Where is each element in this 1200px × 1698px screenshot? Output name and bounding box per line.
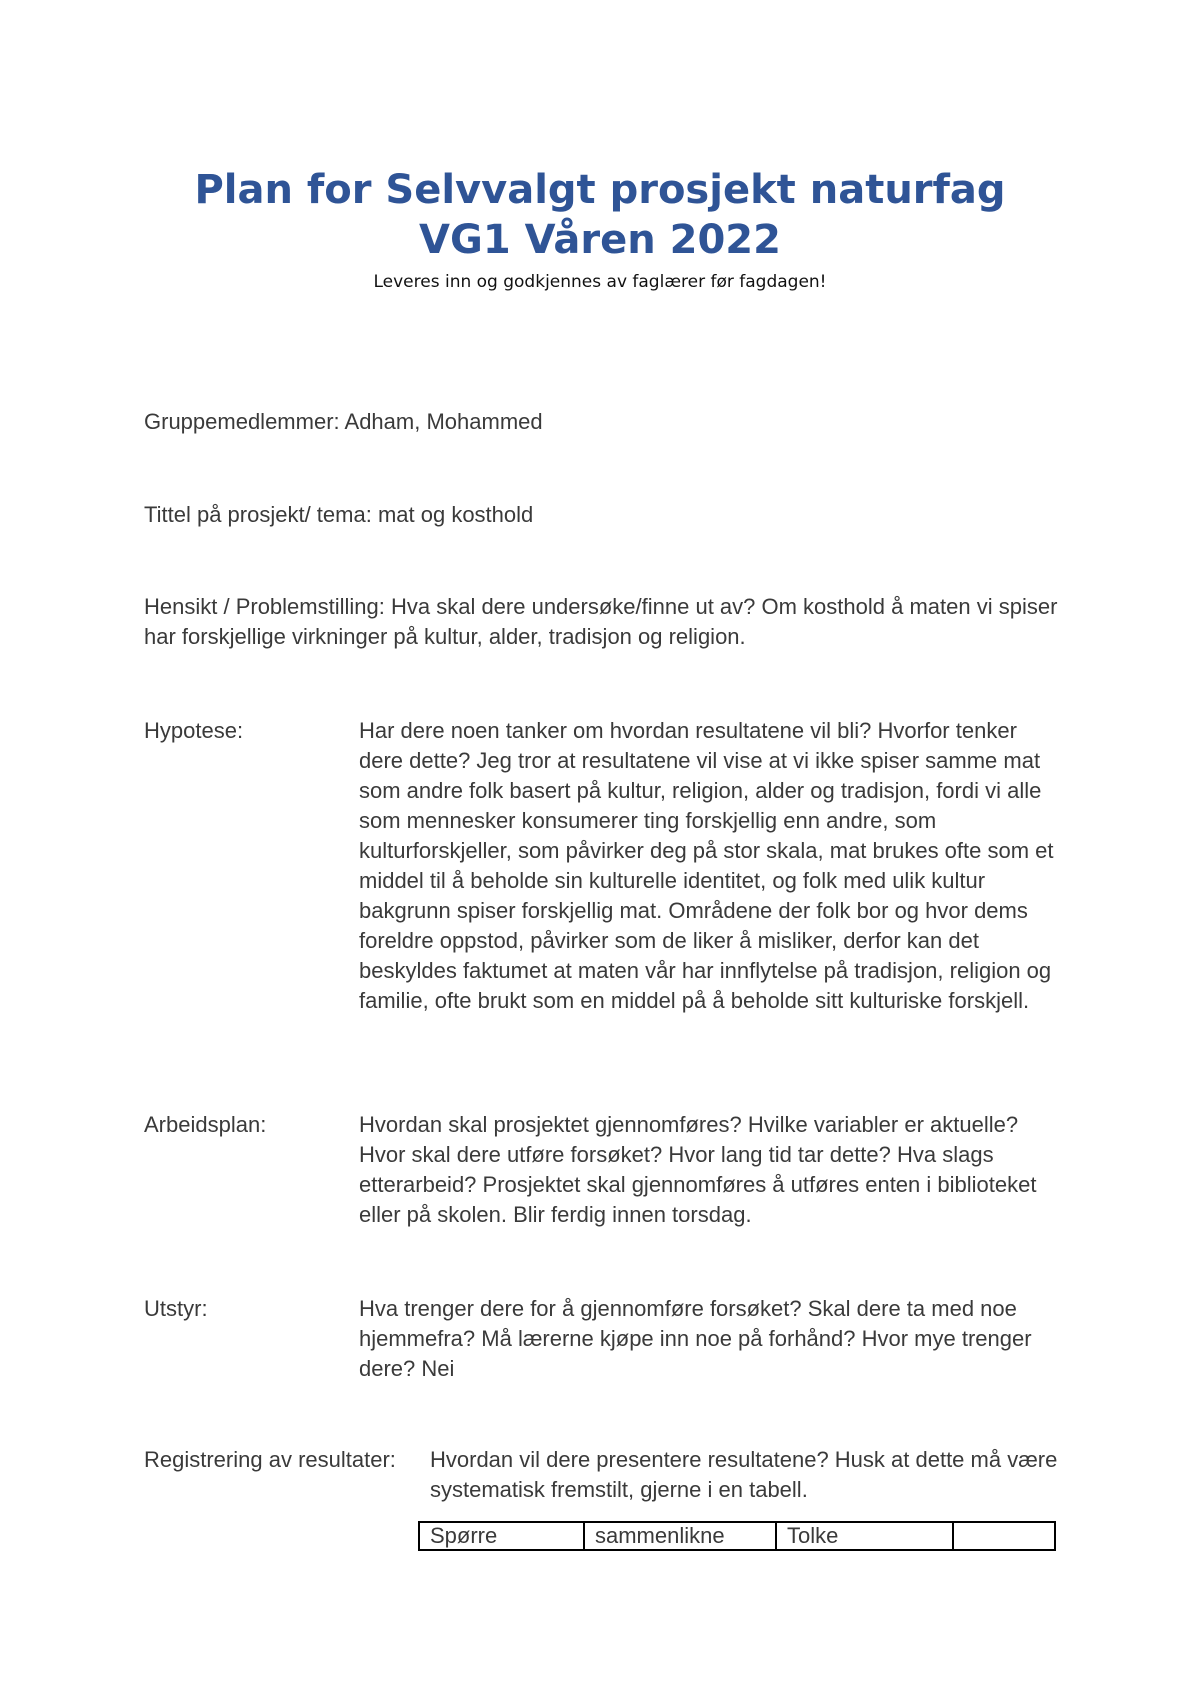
document-subtitle: Leveres inn og godkjennes av faglærer før fagdagen! <box>373 272 827 292</box>
document-title: Plan for Selvvalgt prosjekt naturfag <box>194 167 1006 213</box>
project-title: Tittel på prosjekt/ tema: mat og kosthold <box>144 502 534 527</box>
purpose-problem: Hensikt / Problemstilling: Hva skal dere undersøke/finne ut av? Om kosthold å maten vi spiser har forskjellige virkninger på kultur, alder, tradisjon og religion. <box>144 594 1058 649</box>
table-cell-empty <box>953 1522 1055 1550</box>
document-title-year: VG1 Våren 2022 <box>419 217 781 263</box>
workplan-text: Hvordan skal prosjektet gjennomføres? Hvilke variabler er aktuelle? Hvor skal dere utføre forsøket? Hvor lang tid tar dette? Hva slags etterarbeid? Prosjektet skal gjennomføres å utføres enten i biblioteket eller på skolen. Blir ferdig innen torsdag. <box>359 1112 1037 1227</box>
registration-label: Registrering av resultater: <box>144 1447 396 1472</box>
workplan-label: Arbeidsplan: <box>144 1112 267 1137</box>
registration-text: Hvordan vil dere presentere resultatene? Husk at dette må være systematisk fremstilt, gjerne i en tabell. <box>430 1447 1058 1502</box>
hypothesis-text: Har dere noen tanker om hvordan resultatene vil bli? Hvorfor tenker dere dette? Jeg tror at resultatene vil vise at vi ikke spiser samme mat som andre folk basert på kultur, religion, alder og tradisjon, fordi vi alle som mennesker konsumerer ting forskjellig enn andre, som kulturforskjeller, som påvirker deg på stor skala, mat brukes ofte som et middel til å beholde sin kulturelle identitet, og folk med ulik kultur bakgrunn spiser forskjellig mat. Områdene der folk bor og hvor dems foreldre oppstod, påvirker som de liker å misliker, derfor kan det beskyldes faktumet at maten vår har innflytelse på tradisjon, religion og familie, ofte brukt som en middel på å beholde sitt kulturiske forskjell. <box>359 718 1054 1013</box>
equipment-label: Utstyr: <box>144 1296 208 1321</box>
results-table <box>418 1521 1056 1551</box>
hypothesis-label: Hypotese: <box>144 718 244 743</box>
equipment-text: Hva trenger dere for å gjennomføre forsøket? Skal dere ta med noe hjemmefra? Må lærerne kjøpe inn noe på forhånd? Hvor mye trenger dere? Nei <box>359 1296 1032 1381</box>
group-members: Gruppemedlemmer: Adham, Mohammed <box>144 409 543 434</box>
table-row <box>419 1522 1055 1550</box>
table-cell-interpret: Tolke <box>776 1522 953 1550</box>
table-cell-compare: sammenlikne <box>584 1522 776 1550</box>
table-cell-ask: Spørre <box>419 1522 584 1550</box>
